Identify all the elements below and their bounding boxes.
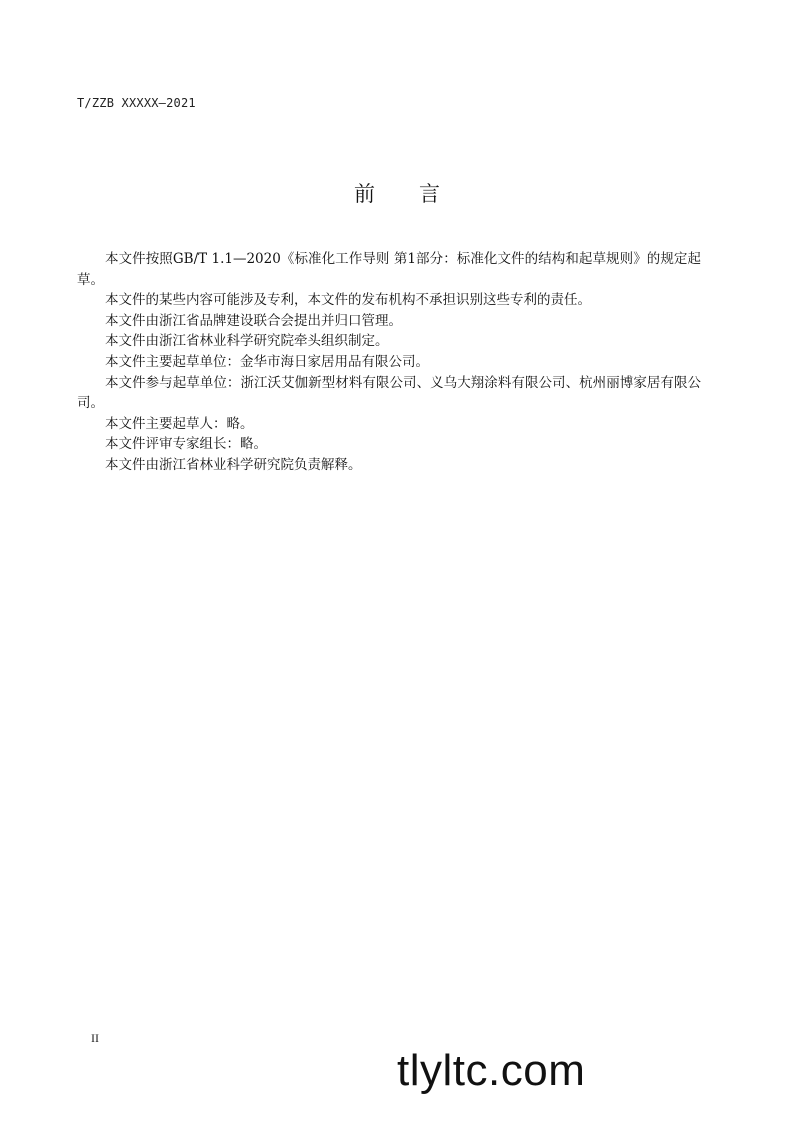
paragraph-proposer: 本文件由浙江省品牌建设联合会提出并归口管理。 [105, 312, 402, 329]
page-number: II [91, 1031, 99, 1045]
paragraph-main-drafter-unit: 本文件主要起草单位：金华市海日家居用品有限公司。 [105, 353, 429, 370]
paragraph-main-drafters: 本文件主要起草人：略。 [105, 415, 254, 432]
paragraph-review-lead: 本文件评审专家组长：略。 [105, 436, 267, 453]
title-char-1: 前 [354, 182, 375, 206]
title-char-2: 言 [419, 182, 440, 206]
paragraph-participating-units: 本文件参与起草单位：浙江沃艾伽新型材料有限公司、义乌大翔涂料有限公司、杭州丽博家居有限公司。 [77, 374, 701, 412]
watermark-text: tlyltc.com [397, 1046, 586, 1095]
paragraph-patent-notice: 本文件的某些内容可能涉及专利，本文件的发布机构不承担识别这些专利的责任。 [105, 292, 591, 309]
paragraph-interpretation: 本文件由浙江省林业科学研究院负责解释。 [105, 456, 362, 473]
document-code: T/ZZB XXXXX—2021 [77, 96, 196, 110]
paragraph-organizer: 本文件由浙江省林业科学研究院牵头组织制定。 [105, 333, 389, 350]
paragraph-standard-basis: 本文件按照GB/T 1.1—2020《标准化工作导则 第1部分：标准化文件的结构和起草规则》的规定起草。 [77, 251, 701, 288]
foreword-body [77, 249, 701, 476]
page-title [0, 178, 794, 208]
